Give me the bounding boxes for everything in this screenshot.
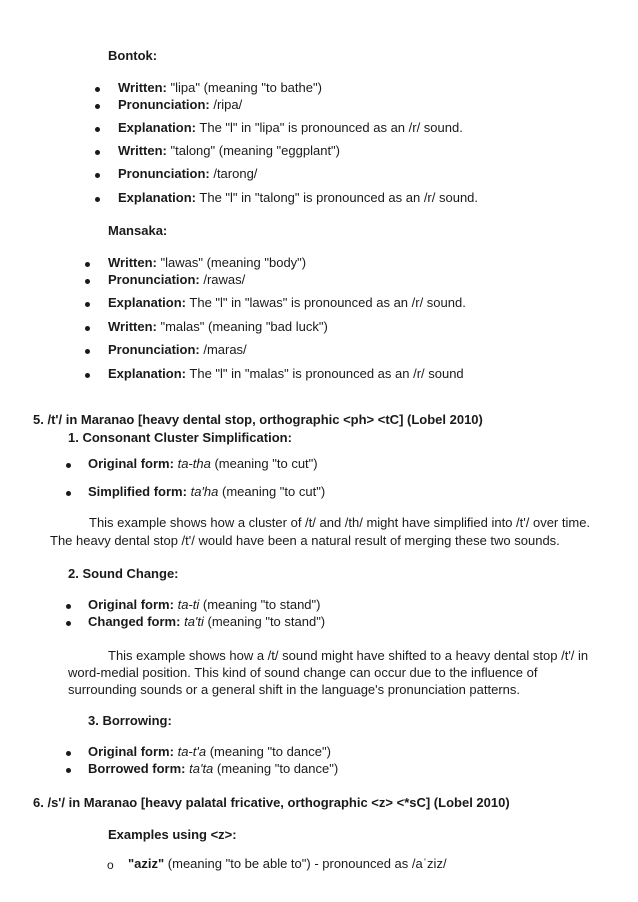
list-item: Original form: ta-tha (meaning "to cut"): [88, 456, 318, 471]
bullet-icon: [95, 104, 100, 109]
paragraph-line: The heavy dental stop /t'/ would have been a natural result of merging these two sounds.: [50, 533, 560, 548]
bullet-icon: [66, 463, 71, 468]
list-item: Explanation: The "l" in "talong" is pronounced as an /r/ sound.: [118, 190, 479, 205]
bullet-icon: [85, 262, 90, 267]
bullet-icon: [95, 173, 100, 178]
list-item: Borrowed form: ta'ta (meaning "to dance"): [88, 761, 339, 776]
list-item: Original form: ta-ti (meaning "to stand"): [88, 597, 321, 612]
list-item: Pronunciation: /maras/: [108, 342, 247, 357]
bullet-icon: [66, 751, 71, 756]
bullet-icon: [95, 197, 100, 202]
list-item: Explanation: The "l" in "lawas" is pronounced as an /r/ sound.: [108, 295, 466, 310]
list-item: Written: "malas" (meaning "bad luck"): [108, 319, 328, 334]
subsection-heading: 2. Sound Change:: [68, 566, 179, 581]
circle-bullet-icon: o: [107, 858, 114, 872]
paragraph-line: surrounding sounds or a general shift in the language's pronunciation patterns.: [68, 682, 521, 697]
mansaka-heading: Mansaka:: [108, 223, 168, 238]
list-item: Written: "lipa" (meaning "to bathe"): [118, 80, 322, 95]
list-item: Explanation: The "l" in "malas" is pronounced as an /r/ sound: [108, 366, 464, 381]
list-item: Simplified form: ta'ha (meaning "to cut"): [88, 484, 326, 499]
section-heading: 5. /t'/ in Maranao [heavy dental stop, orthographic <ph> <tC] (Lobel 2010): [33, 412, 483, 427]
bullet-icon: [85, 302, 90, 307]
list-item: Original form: ta-t'a (meaning "to dance"): [88, 744, 331, 759]
paragraph-line: This example shows how a cluster of /t/ and /th/ might have simplified into /t'/ over time.: [89, 515, 591, 530]
list-item: Explanation: The "l" in "lipa" is pronounced as an /r/ sound.: [118, 120, 463, 135]
bullet-icon: [66, 604, 71, 609]
list-item: Written: "lawas" (meaning "body"): [108, 255, 307, 270]
list-item: Pronunciation: /tarong/: [118, 166, 258, 181]
bullet-icon: [85, 326, 90, 331]
examples-heading: Examples using <z>:: [108, 827, 237, 842]
bullet-icon: [85, 279, 90, 284]
list-item: Pronunciation: /ripa/: [118, 97, 243, 112]
list-item: Changed form: ta'ti (meaning "to stand"): [88, 614, 326, 629]
bullet-icon: [95, 150, 100, 155]
bullet-icon: [85, 349, 90, 354]
bullet-icon: [66, 491, 71, 496]
list-item: Written: "talong" (meaning "eggplant"): [118, 143, 340, 158]
paragraph-line: This example shows how a /t/ sound might have shifted to a heavy dental stop /t'/ in: [108, 648, 589, 663]
paragraph-line: word-medial position. This kind of sound change can occur due to the influence of: [68, 665, 538, 680]
subsection-heading: 3. Borrowing:: [88, 713, 172, 728]
bullet-icon: [85, 373, 90, 378]
section-heading: 6. /s'/ in Maranao [heavy palatal fricative, orthographic <z> <*sC] (Lobel 2010): [33, 795, 510, 810]
bullet-icon: [95, 127, 100, 132]
bullet-icon: [66, 621, 71, 626]
list-item: "aziz" (meaning "to be able to") - pronounced as /aˈziz/: [128, 856, 447, 871]
bontok-heading: Bontok:: [108, 48, 158, 63]
subsection-heading: 1. Consonant Cluster Simplification:: [68, 430, 292, 445]
bullet-icon: [66, 768, 71, 773]
list-item: Pronunciation: /rawas/: [108, 272, 246, 287]
bullet-icon: [95, 87, 100, 92]
